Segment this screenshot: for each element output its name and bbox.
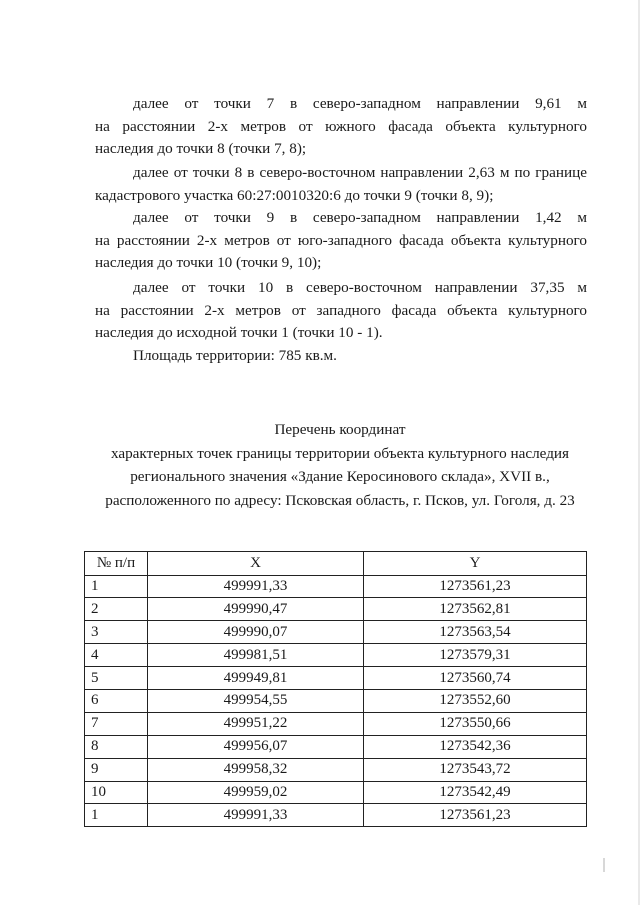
paragraph-point-8 bbox=[95, 162, 587, 207]
cell-y: 1273561,23 bbox=[364, 575, 587, 598]
cell-x: 499990,47 bbox=[148, 598, 364, 621]
table-row bbox=[85, 689, 587, 712]
table-header-row bbox=[85, 552, 587, 576]
cell-x: 499991,33 bbox=[148, 804, 364, 827]
cell-x: 499958,32 bbox=[148, 758, 364, 781]
cell-y: 1273543,72 bbox=[364, 758, 587, 781]
cell-number: 7 bbox=[85, 712, 148, 735]
cell-x: 499951,22 bbox=[148, 712, 364, 735]
cell-y: 1273542,36 bbox=[364, 735, 587, 758]
text-line: далее от точки 8 в северо-восточном направлении 2,63 м по границе bbox=[133, 164, 587, 181]
cell-x: 499956,07 bbox=[148, 735, 364, 758]
table-row bbox=[85, 575, 587, 598]
paragraph-point-7 bbox=[95, 93, 587, 161]
paragraph-point-9 bbox=[95, 207, 587, 275]
text-line: Площадь территории: 785 кв.м. bbox=[133, 347, 337, 364]
cell-number: 4 bbox=[85, 644, 148, 667]
text-line: далее от точки 9 в северо-западном направлении 1,42 м bbox=[133, 209, 587, 226]
cell-number: 3 bbox=[85, 621, 148, 644]
column-header-x: X bbox=[148, 552, 364, 576]
cell-x: 499990,07 bbox=[148, 621, 364, 644]
heading-title: Перечень координат bbox=[274, 421, 406, 438]
column-header-y: Y bbox=[364, 552, 587, 576]
table-row bbox=[85, 781, 587, 804]
heading-line: расположенного по адресу: Псковская область, г. Псков, ул. Гоголя, д. 23 bbox=[105, 491, 575, 509]
cell-y: 1273561,23 bbox=[364, 804, 587, 827]
table-row bbox=[85, 667, 587, 690]
cell-number: 5 bbox=[85, 667, 148, 690]
cell-number: 2 bbox=[85, 598, 148, 621]
heading-line: регионального значения «Здание Керосинового склада», XVII в., bbox=[130, 468, 550, 485]
text-line: на расстоянии 2-х метров от южного фасада объекта культурного bbox=[95, 117, 587, 135]
table-row bbox=[85, 712, 587, 735]
coordinates-table bbox=[84, 551, 587, 827]
cell-number: 1 bbox=[85, 575, 148, 598]
table-row bbox=[85, 735, 587, 758]
scan-mark bbox=[603, 858, 605, 872]
cell-number: 1 bbox=[85, 804, 148, 827]
text-line: далее от точки 10 в северо-восточном направлении 37,35 м bbox=[133, 279, 587, 296]
cell-y: 1273552,60 bbox=[364, 689, 587, 712]
table-row bbox=[85, 644, 587, 667]
cell-number: 9 bbox=[85, 758, 148, 781]
column-header-number: № п/п bbox=[85, 552, 148, 576]
cell-x: 499959,02 bbox=[148, 781, 364, 804]
table-row bbox=[85, 804, 587, 827]
table-row bbox=[85, 598, 587, 621]
cell-x: 499991,33 bbox=[148, 575, 364, 598]
text-line: наследия до точки 8 (точки 7, 8); bbox=[95, 140, 307, 157]
text-line: на расстоянии 2-х метров от западного фасада объекта культурного bbox=[95, 301, 587, 319]
paragraph-point-10 bbox=[95, 277, 587, 345]
coordinates-heading bbox=[80, 418, 600, 512]
text-line: далее от точки 7 в северо-западном направлении 9,61 м bbox=[133, 95, 587, 112]
table-row bbox=[85, 621, 587, 644]
cell-number: 6 bbox=[85, 689, 148, 712]
cell-number: 8 bbox=[85, 735, 148, 758]
text-line: на расстоянии 2-х метров от юго-западного фасада объекта культурного bbox=[95, 231, 587, 249]
paragraph-area bbox=[95, 345, 587, 368]
cell-y: 1273579,31 bbox=[364, 644, 587, 667]
cell-y: 1273560,74 bbox=[364, 667, 587, 690]
cell-x: 499981,51 bbox=[148, 644, 364, 667]
cell-x: 499949,81 bbox=[148, 667, 364, 690]
heading-line: характерных точек границы территории объекта культурного наследия bbox=[110, 444, 570, 462]
cell-y: 1273550,66 bbox=[364, 712, 587, 735]
cell-y: 1273562,81 bbox=[364, 598, 587, 621]
cell-y: 1273542,49 bbox=[364, 781, 587, 804]
text-line: наследия до исходной точки 1 (точки 10 - 1). bbox=[95, 324, 383, 341]
cell-number: 10 bbox=[85, 781, 148, 804]
cell-x: 499954,55 bbox=[148, 689, 364, 712]
text-line: кадастрового участка 60:27:0010320:6 до точки 9 (точки 8, 9); bbox=[95, 186, 494, 204]
table-row bbox=[85, 758, 587, 781]
cell-y: 1273563,54 bbox=[364, 621, 587, 644]
text-line: наследия до точки 10 (точки 9, 10); bbox=[95, 254, 322, 271]
